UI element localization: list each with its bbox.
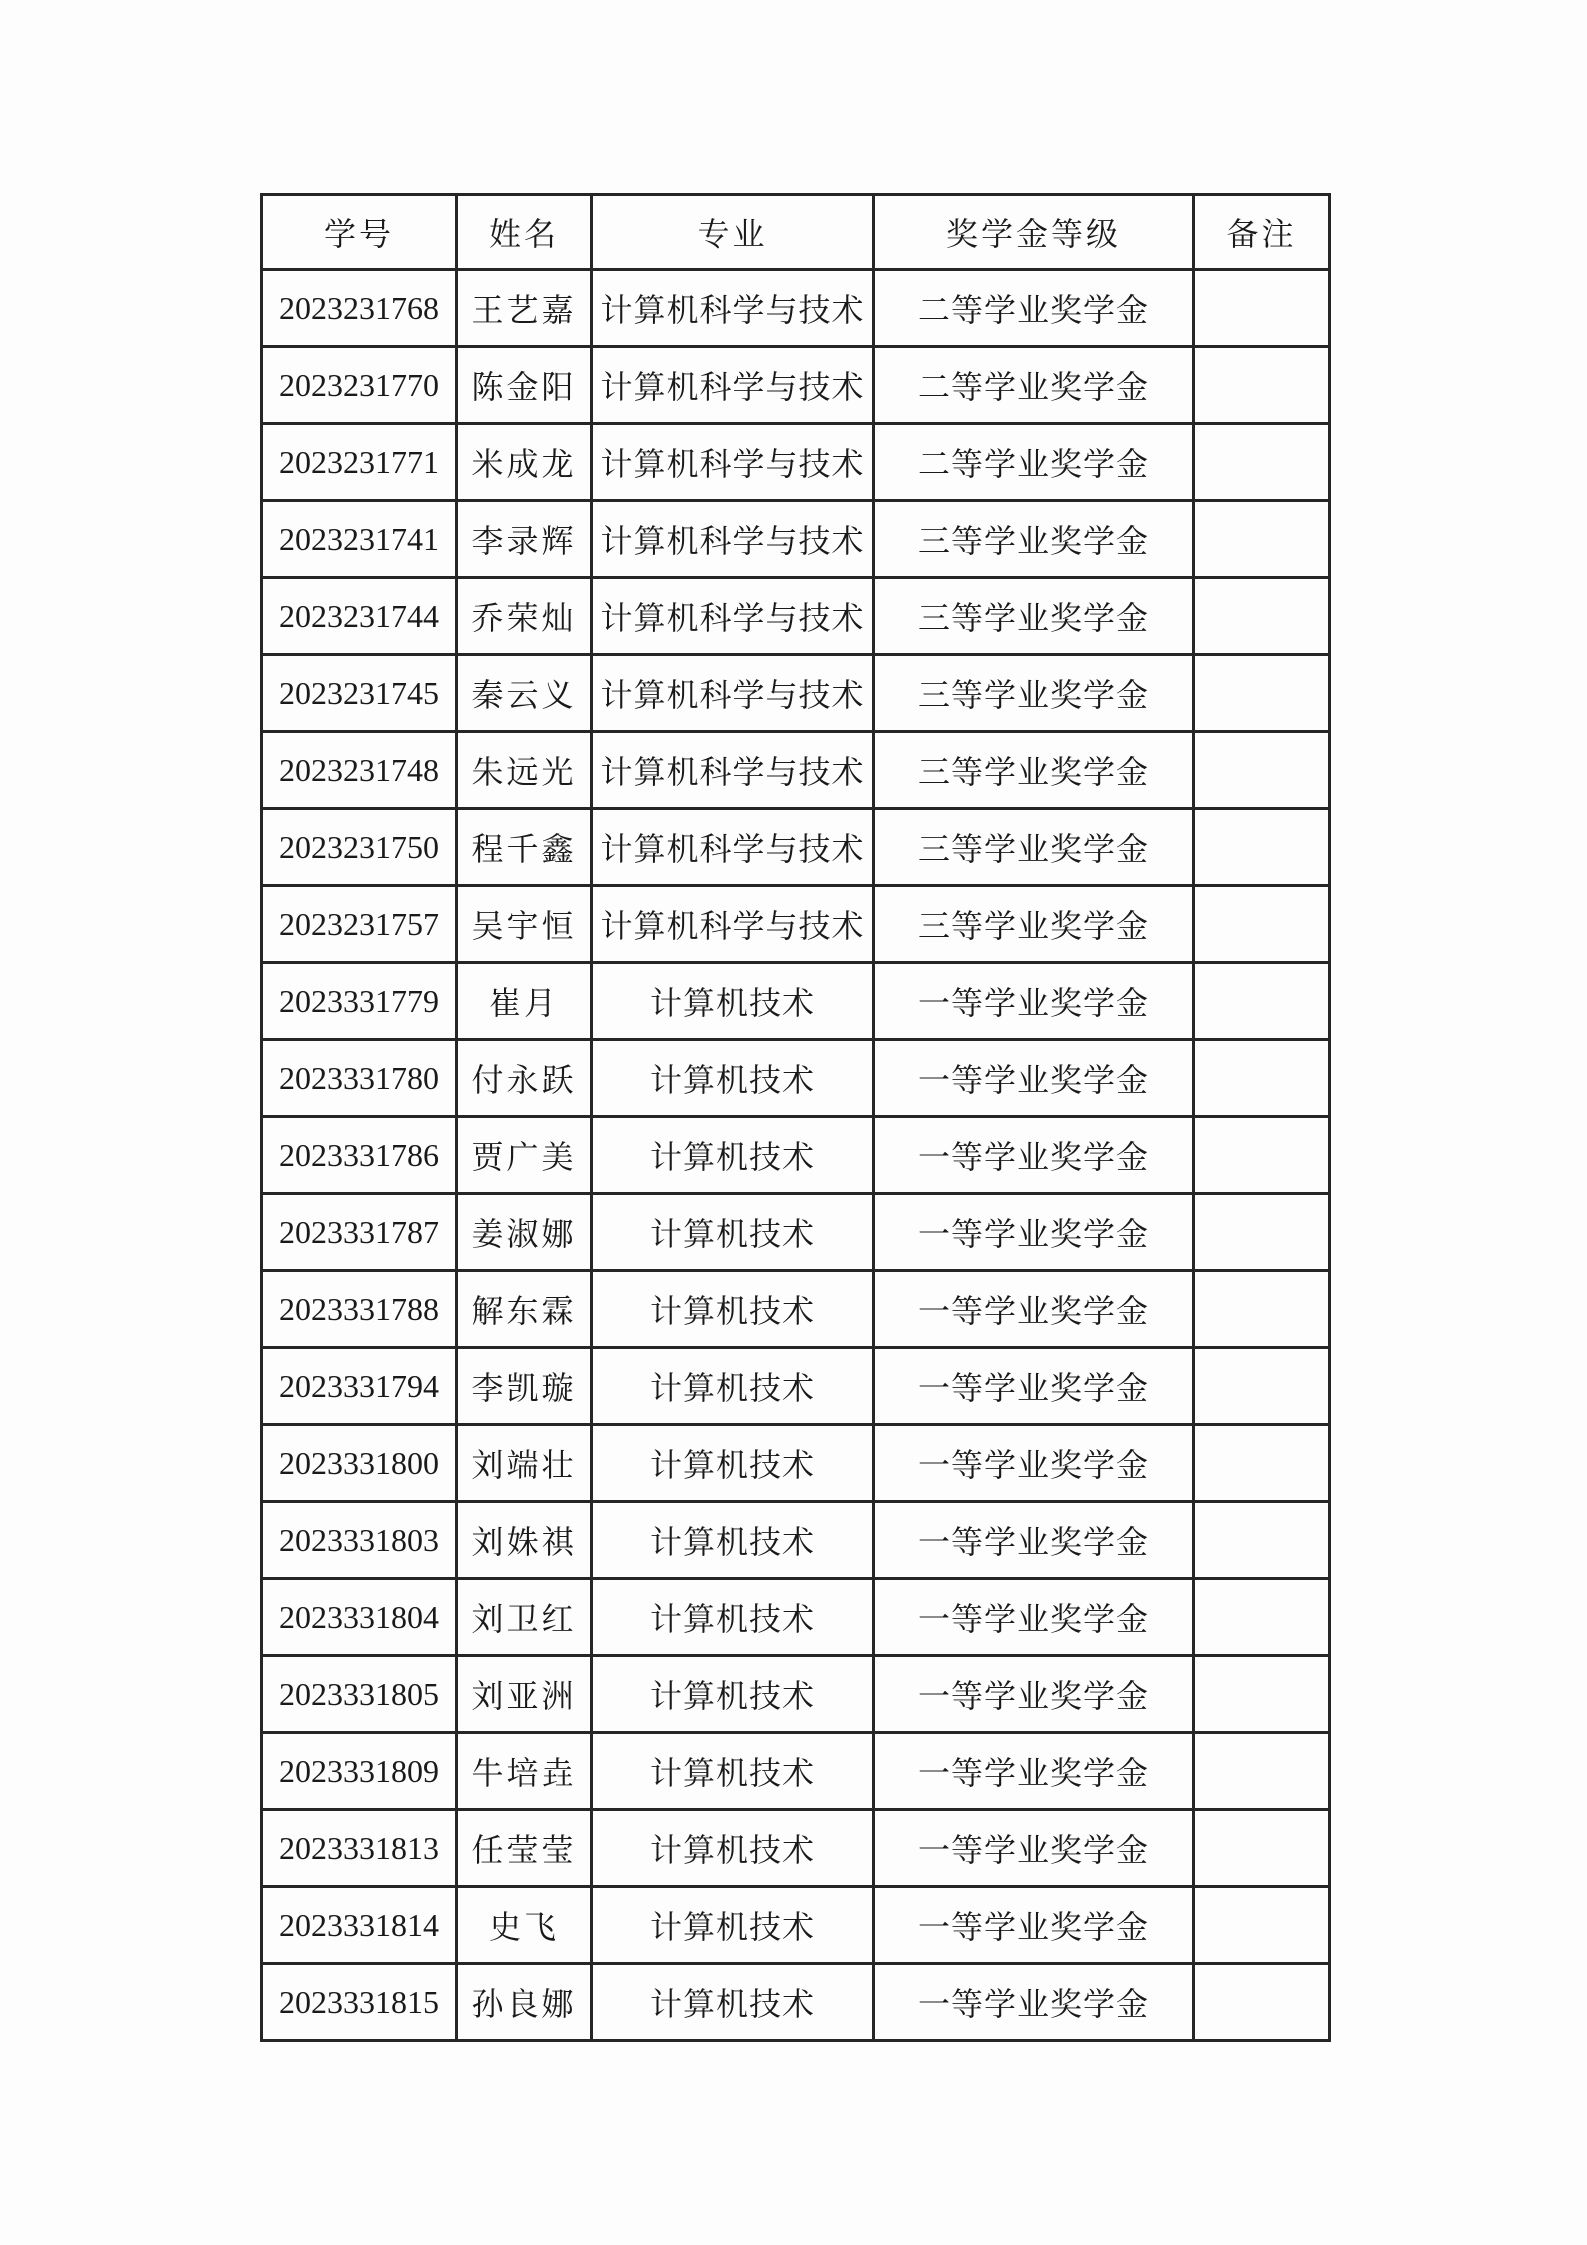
student-id-cell: 2023231750 (262, 809, 457, 886)
table-row (262, 655, 1330, 732)
major-cell: 计算机科学与技术 (592, 424, 874, 501)
student-id-cell: 2023331779 (262, 963, 457, 1040)
student-id-cell: 2023231745 (262, 655, 457, 732)
student-id-cell: 2023331805 (262, 1656, 457, 1733)
major-cell: 计算机技术 (592, 1964, 874, 2041)
name-cell: 刘卫红 (457, 1579, 592, 1656)
name-cell: 王艺嘉 (457, 270, 592, 347)
table-row (262, 1117, 1330, 1194)
student-id-cell: 2023331787 (262, 1194, 457, 1271)
table-row (262, 270, 1330, 347)
name-cell: 孙良娜 (457, 1964, 592, 2041)
major-cell: 计算机技术 (592, 1579, 874, 1656)
major-cell: 计算机科学与技术 (592, 886, 874, 963)
name-cell: 史飞 (457, 1887, 592, 1964)
table-row (262, 347, 1330, 424)
table-row (262, 1348, 1330, 1425)
table-row (262, 1964, 1330, 2041)
remarks-cell (1194, 270, 1330, 347)
name-cell: 崔月 (457, 963, 592, 1040)
name-cell: 贾广美 (457, 1117, 592, 1194)
student-id-cell: 2023231744 (262, 578, 457, 655)
remarks-cell (1194, 886, 1330, 963)
table-row (262, 1040, 1330, 1117)
name-cell: 程千鑫 (457, 809, 592, 886)
student-id-cell: 2023331814 (262, 1887, 457, 1964)
scholarship-cell: 二等学业奖学金 (874, 424, 1194, 501)
scholarship-cell: 一等学业奖学金 (874, 1733, 1194, 1810)
scholarship-cell: 一等学业奖学金 (874, 963, 1194, 1040)
table-row (262, 1810, 1330, 1887)
scholarship-cell: 一等学业奖学金 (874, 1194, 1194, 1271)
student-id-cell: 2023331788 (262, 1271, 457, 1348)
scholarship-cell: 一等学业奖学金 (874, 1040, 1194, 1117)
scholarship-cell: 一等学业奖学金 (874, 1425, 1194, 1502)
scholarship-cell: 三等学业奖学金 (874, 732, 1194, 809)
remarks-cell (1194, 1733, 1330, 1810)
name-cell: 解东霖 (457, 1271, 592, 1348)
table-row (262, 1887, 1330, 1964)
scholarship-cell: 一等学业奖学金 (874, 1964, 1194, 2041)
table-row (262, 1425, 1330, 1502)
remarks-cell (1194, 1040, 1330, 1117)
remarks-cell (1194, 1425, 1330, 1502)
remarks-cell (1194, 1117, 1330, 1194)
scholarship-cell: 一等学业奖学金 (874, 1348, 1194, 1425)
header-student-id: 学号 (262, 195, 457, 270)
major-cell: 计算机科学与技术 (592, 655, 874, 732)
major-cell: 计算机技术 (592, 1656, 874, 1733)
remarks-cell (1194, 1579, 1330, 1656)
header-name: 姓名 (457, 195, 592, 270)
name-cell: 陈金阳 (457, 347, 592, 424)
student-id-cell: 2023231748 (262, 732, 457, 809)
name-cell: 米成龙 (457, 424, 592, 501)
major-cell: 计算机科学与技术 (592, 809, 874, 886)
name-cell: 吴宇恒 (457, 886, 592, 963)
name-cell: 乔荣灿 (457, 578, 592, 655)
major-cell: 计算机技术 (592, 1502, 874, 1579)
table-row (262, 1579, 1330, 1656)
remarks-cell (1194, 578, 1330, 655)
remarks-cell (1194, 732, 1330, 809)
remarks-cell (1194, 1887, 1330, 1964)
major-cell: 计算机科学与技术 (592, 501, 874, 578)
remarks-cell (1194, 1348, 1330, 1425)
name-cell: 刘姝祺 (457, 1502, 592, 1579)
table-row (262, 1194, 1330, 1271)
student-id-cell: 2023331794 (262, 1348, 457, 1425)
table-row (262, 732, 1330, 809)
name-cell: 李凯璇 (457, 1348, 592, 1425)
major-cell: 计算机技术 (592, 963, 874, 1040)
remarks-cell (1194, 501, 1330, 578)
major-cell: 计算机技术 (592, 1733, 874, 1810)
table-row (262, 1733, 1330, 1810)
table-row (262, 963, 1330, 1040)
student-id-cell: 2023331804 (262, 1579, 457, 1656)
scholarship-cell: 一等学业奖学金 (874, 1656, 1194, 1733)
scholarship-cell: 三等学业奖学金 (874, 809, 1194, 886)
remarks-cell (1194, 1810, 1330, 1887)
remarks-cell (1194, 655, 1330, 732)
scholarship-cell: 一等学业奖学金 (874, 1887, 1194, 1964)
header-scholarship-level: 奖学金等级 (874, 195, 1194, 270)
major-cell: 计算机技术 (592, 1117, 874, 1194)
student-id-cell: 2023231770 (262, 347, 457, 424)
scholarship-cell: 一等学业奖学金 (874, 1579, 1194, 1656)
scholarship-cell: 一等学业奖学金 (874, 1271, 1194, 1348)
major-cell: 计算机技术 (592, 1348, 874, 1425)
student-id-cell: 2023331809 (262, 1733, 457, 1810)
major-cell: 计算机科学与技术 (592, 732, 874, 809)
table-row (262, 809, 1330, 886)
scholarship-table (260, 193, 1331, 2042)
student-id-cell: 2023231768 (262, 270, 457, 347)
remarks-cell (1194, 1271, 1330, 1348)
major-cell: 计算机技术 (592, 1194, 874, 1271)
scholarship-cell: 二等学业奖学金 (874, 270, 1194, 347)
table-row (262, 501, 1330, 578)
student-id-cell: 2023231757 (262, 886, 457, 963)
scholarship-cell: 三等学业奖学金 (874, 578, 1194, 655)
name-cell: 刘端壮 (457, 1425, 592, 1502)
major-cell: 计算机科学与技术 (592, 578, 874, 655)
major-cell: 计算机技术 (592, 1040, 874, 1117)
scholarship-cell: 三等学业奖学金 (874, 501, 1194, 578)
table-row (262, 1271, 1330, 1348)
table-row (262, 424, 1330, 501)
major-cell: 计算机技术 (592, 1810, 874, 1887)
major-cell: 计算机技术 (592, 1425, 874, 1502)
major-cell: 计算机科学与技术 (592, 270, 874, 347)
scholarship-cell: 一等学业奖学金 (874, 1502, 1194, 1579)
scholarship-cell: 三等学业奖学金 (874, 886, 1194, 963)
student-id-cell: 2023231771 (262, 424, 457, 501)
remarks-cell (1194, 1964, 1330, 2041)
name-cell: 朱远光 (457, 732, 592, 809)
remarks-cell (1194, 809, 1330, 886)
student-id-cell: 2023331780 (262, 1040, 457, 1117)
remarks-cell (1194, 963, 1330, 1040)
header-major: 专业 (592, 195, 874, 270)
table-row (262, 1502, 1330, 1579)
name-cell: 刘亚洲 (457, 1656, 592, 1733)
student-id-cell: 2023331803 (262, 1502, 457, 1579)
major-cell: 计算机技术 (592, 1271, 874, 1348)
remarks-cell (1194, 347, 1330, 424)
name-cell: 任莹莹 (457, 1810, 592, 1887)
major-cell: 计算机技术 (592, 1887, 874, 1964)
student-id-cell: 2023231741 (262, 501, 457, 578)
table-row (262, 1656, 1330, 1733)
name-cell: 李录辉 (457, 501, 592, 578)
scholarship-cell: 一等学业奖学金 (874, 1810, 1194, 1887)
student-id-cell: 2023331815 (262, 1964, 457, 2041)
student-id-cell: 2023331800 (262, 1425, 457, 1502)
student-id-cell: 2023331786 (262, 1117, 457, 1194)
scholarship-cell: 三等学业奖学金 (874, 655, 1194, 732)
major-cell: 计算机科学与技术 (592, 347, 874, 424)
name-cell: 付永跃 (457, 1040, 592, 1117)
name-cell: 秦云义 (457, 655, 592, 732)
name-cell: 牛培垚 (457, 1733, 592, 1810)
table-row (262, 886, 1330, 963)
student-id-cell: 2023331813 (262, 1810, 457, 1887)
remarks-cell (1194, 424, 1330, 501)
table-row (262, 578, 1330, 655)
scholarship-cell: 一等学业奖学金 (874, 1117, 1194, 1194)
name-cell: 姜淑娜 (457, 1194, 592, 1271)
scholarship-cell: 二等学业奖学金 (874, 347, 1194, 424)
header-remarks: 备注 (1194, 195, 1330, 270)
remarks-cell (1194, 1656, 1330, 1733)
header-row (262, 195, 1330, 270)
remarks-cell (1194, 1502, 1330, 1579)
remarks-cell (1194, 1194, 1330, 1271)
